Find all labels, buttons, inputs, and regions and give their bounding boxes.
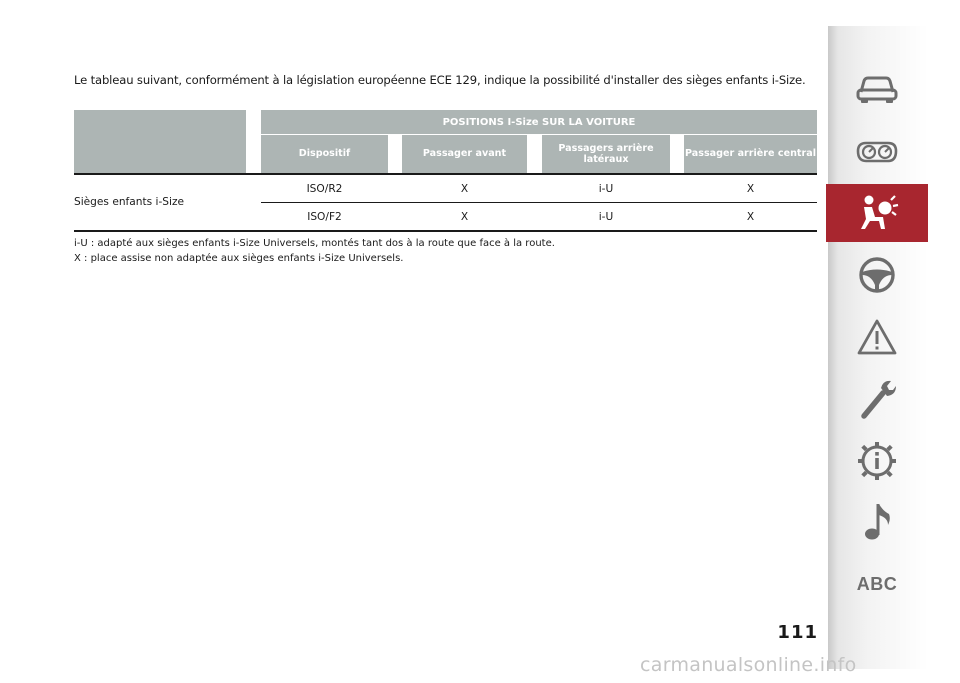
airbag-seat-icon	[855, 193, 899, 233]
note-i-u: i-U : adapté aux sièges enfants i-Size Universels, montés tant dos à la route que face à la route.	[74, 238, 555, 249]
warning-triangle-icon	[856, 318, 898, 356]
wrench-icon	[857, 378, 897, 420]
nav-item-safety[interactable]	[826, 184, 928, 242]
table-row-divider	[261, 202, 817, 203]
nav-item-dashboard[interactable]	[826, 123, 928, 181]
nav-item-driving[interactable]	[826, 246, 928, 304]
dashboard-gauges-icon	[855, 139, 899, 165]
intro-text: Le tableau suivant, conformément à la législation européenne ECE 129, indique la possibilité d'installer des sièges enfants i-Size.	[74, 73, 806, 87]
table-cell: ISO/F2	[307, 211, 342, 223]
steering-wheel-icon	[857, 255, 897, 295]
nav-item-technical-data[interactable]	[826, 432, 928, 490]
table-cell: i-U	[598, 183, 614, 195]
table-cell: X	[460, 211, 469, 223]
music-note-icon	[861, 501, 893, 543]
table-header-blank	[74, 110, 246, 173]
car-icon	[856, 74, 898, 104]
table-rule	[74, 173, 817, 175]
row-label: Sièges enfants i-Size	[74, 196, 185, 208]
table-rule	[74, 230, 817, 232]
nav-item-warnings[interactable]	[826, 308, 928, 366]
column-header-passager-avant: Passager avant	[402, 135, 527, 173]
table-cell: X	[746, 211, 755, 223]
nav-item-index[interactable]	[826, 555, 928, 613]
table-cell: X	[460, 183, 469, 195]
column-header-dispositif: Dispositif	[261, 135, 388, 173]
column-header-passager-arriere-central: Passager arrière central	[684, 135, 817, 173]
abc-index-icon: ABC	[856, 573, 898, 594]
page-number: 111	[777, 622, 818, 643]
watermark: carmanualsonline.info	[640, 654, 857, 676]
gear-info-icon	[856, 440, 898, 482]
table-cell: ISO/R2	[306, 183, 343, 195]
nav-item-car[interactable]	[826, 60, 928, 118]
nav-item-multimedia[interactable]	[826, 493, 928, 551]
column-header-passagers-arriere-lateraux: Passagers arrière latéraux	[542, 135, 670, 173]
table-cell: i-U	[598, 211, 614, 223]
note-x: X : place assise non adaptée aux sièges enfants i-Size Universels.	[74, 252, 404, 264]
table-notes	[74, 237, 555, 266]
table-cell: X	[746, 183, 755, 195]
table-group-header: POSITIONS I-Size SUR LA VOITURE	[261, 110, 817, 134]
nav-item-maintenance[interactable]	[826, 370, 928, 428]
